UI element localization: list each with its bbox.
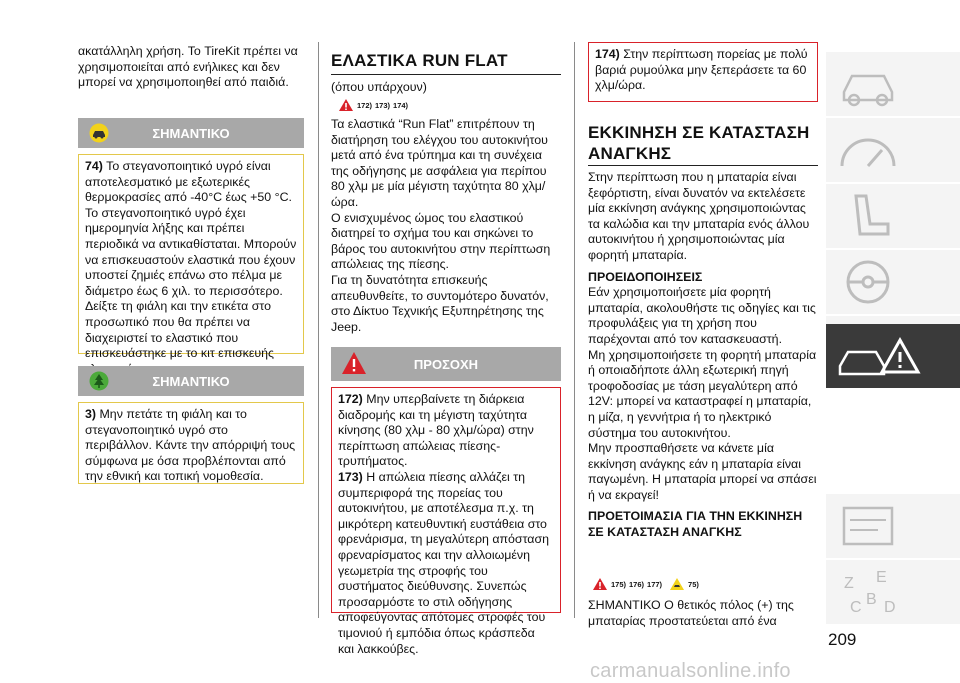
- section-heading-emergency-start: ΕΚΚΙΝΗΣΗ ΣΕ ΚΑΤΑΣΤΑΣΗ ΑΝΑΓΚΗΣ: [588, 123, 810, 163]
- heading-rule-2: [588, 165, 818, 166]
- ref-173[interactable]: 173): [375, 100, 391, 110]
- column-separator-2: [574, 42, 575, 618]
- note-1-number: 74): [85, 159, 103, 173]
- steering-wheel-icon: [826, 250, 960, 314]
- warning-173-text: Η απώλεια πίεσης αλλάζει τη συμπεριφορά της πορείας του αυτοκινήτου, με αποτέλεσμα π.χ. τη μικρότερη κατευθυντική ευστάθεια στο φρενάρισμα, τη μεγαλύτερη απόσταση φρεναρίσματος και την αλλοιωμένη γεωμετρία της στροφής του συστήματος διεύθυνσης. Συνεπώς προσαρμόστε το στιλ οδήγησης αποφεύγοντας απότομες στροφές του τιμονιού ή εμπόδια όπως κράσπεδα και λακκούβες.: [338, 469, 549, 656]
- note-1-text: Το στεγανοποιητικό υγρό είναι αποτελεσματικό με εξωτερικές θερμοκρασίες από -40°C έως +50 °C. Το στεγανοποιητικό υγρό έχει ημερομηνία λήξης και πρέπει περιοδικά να αντικαθίσταται. Μπορούν να επισκευαστούν ελαστικά που έχουν υποστεί ζημιές επάνω στο πέλμα με διάμετρο έως 6 χιλ. το περισσότερο. Δείξτε τη φιάλη και την ετικέτα στο προσωπικό που θα πρέπει να διαχειριστεί το ελαστικό που επισκευάστηκε με το κιτ επισκευής: [85, 159, 297, 361]
- warning-triangle-icon: [338, 98, 354, 112]
- note-box-2: [78, 402, 304, 484]
- ref-177[interactable]: 177): [647, 579, 663, 589]
- run-flat-refs: [338, 98, 408, 112]
- warning-172-text: Μην υπερβαίνετε τη διάρκεια διαδρομής και τη μέγιστη ταχύτητα κίνησης (80 χλμ - 80 χλμ/ώρα) στην περίπτωση απώλειας πίεσης-τρυπήματος.: [338, 392, 534, 469]
- note-box-1: [78, 154, 304, 361]
- watermark: carmanualsonline.info: [590, 660, 791, 682]
- heading-rule-1: [331, 74, 561, 75]
- warning-box-continued: [588, 42, 818, 102]
- note-environment-icon: [88, 371, 110, 394]
- emergency-paragraph-1: Στην περίπτωση που η μπαταρία είναι ξεφόρτιστη, είναι δυνατόν να εκτελέσετε μία εκκίνηση ανάγκης χρησιμοποιώντας τα καλώδια και την μπαταρία ενός άλλου αυτοκινήτου ή χρησιμοποιώντας μία φορητή μπαταρία.: [588, 170, 810, 262]
- tab-vehicle[interactable]: [826, 52, 960, 116]
- note-banner-1: [78, 118, 304, 148]
- note-car-icon: [88, 123, 110, 146]
- note-banner-2-title: ΣΗΜΑΝΤΙΚΟ: [152, 373, 230, 389]
- run-flat-content: [331, 80, 561, 96]
- intro-paragraph: ακατάλληλη χρήση. Το TireKit πρέπει να χρησιμοποιείται από ενήλικες και δεν μπορεί να χρησιμοποιηθεί από παιδιά.: [78, 44, 298, 90]
- preparation-refs: [592, 577, 699, 591]
- run-flat-body: [331, 117, 561, 335]
- warning-banner: [331, 347, 561, 381]
- emergency-start-body: [588, 170, 818, 541]
- note-car-icon: [669, 577, 685, 591]
- preparation-subheading: ΠΡΟΕΤΟΙΜΑΣΙΑ ΓΙΑ ΤΗΝ ΕΚΚΙΝΗΣΗ ΣΕ ΚΑΤΑΣΤΑΣΗ ΑΝΑΓΚΗΣ: [588, 509, 803, 540]
- ref-176[interactable]: 176): [629, 579, 645, 589]
- warning-triangle-icon: [592, 577, 608, 591]
- warning-box: [331, 387, 561, 656]
- emergency-paragraph-4: Μην προσπαθήσετε να κάνετε μία εκκίνηση ανάγκης εάν η μπαταρία είναι παγωμένη. Η μπαταρία μπορεί να σπάσει ή να εκραγεί!: [588, 441, 817, 502]
- emergency-breakdown-icon: [826, 324, 960, 388]
- warning-banner-title: ΠΡΟΣΟΧΗ: [413, 356, 479, 372]
- specs-icon: [826, 494, 960, 558]
- warning-triangle-icon: [341, 351, 367, 378]
- ref-75[interactable]: 75): [688, 579, 699, 589]
- note-banner-2: [78, 366, 304, 396]
- tab-emergency-breakdown[interactable]: [826, 324, 960, 388]
- note-2-number: 3): [85, 407, 97, 421]
- tab-steering[interactable]: [826, 250, 960, 314]
- seat-icon: [826, 184, 960, 248]
- emergency-paragraph-3: Μη χρησιμοποιήσετε τη φορητή μπαταρία ή οποιαδήποτε άλλη εξωτερική πηγή τροφοδοσίας με τάση μεγαλύτερη από 12V: μπορεί να καταστραφεί η μπαταρία, η μίζα, η γεννήτρια ή το ηλεκτρικό σύστημα του αυτοκινήτου.: [588, 347, 817, 440]
- emergency-start-heading-wrap: [588, 122, 818, 164]
- car-icon: [826, 52, 960, 116]
- warnings-subheading: ΠΡΟΕΙΔΟΠΟΙΗΣΕΙΣ: [588, 269, 703, 284]
- ref-174[interactable]: 174): [393, 100, 409, 110]
- column-separator-1: [318, 42, 319, 618]
- emergency-paragraph-2: Εάν χρησιμοποιήσετε μία φορητή μπαταρία, ακολουθήστε τις οδηγίες και τις προφυλάξεις για τη χρήση που παρέχονται από τον κατασκευαστή.: [588, 285, 816, 346]
- warning-174-number: 174): [595, 47, 620, 61]
- emergency-paragraph-5: ΣΗΜΑΝΤΙΚΟ Ο θετικός πόλος (+) της μπαταρίας προστατεύεται από ένα: [588, 598, 794, 628]
- tab-index[interactable]: [826, 560, 960, 624]
- warning-174-text: Στην περίπτωση πορείας με πολύ βαριά ρυμούλκα μην ξεπεράσετε τα 60 χλμ/ώρα.: [595, 47, 808, 93]
- tab-dashboard[interactable]: [826, 118, 960, 182]
- index-icon: [826, 560, 960, 624]
- warning-173-number: 173): [338, 469, 363, 484]
- page-number: 209: [828, 630, 857, 649]
- run-flat-paragraph-2: Ο ενισχυμένος ώμος του ελαστικού διατηρεί το σχήμα του και σηκώνει το βάρος του αυτοκινήτου στην περίπτωση απώλειας της πίεσης.: [331, 210, 551, 272]
- column-1: [78, 44, 304, 91]
- emergency-paragraph-5-wrap: [588, 598, 818, 629]
- run-flat-paragraph-3: Για τη δυνατότητα επισκευής απευθυνθείτε, το συντομότερο δυνατόν, στο Δίκτυο Τεχνικής Εξυπηρέτησης της Jeep.: [331, 272, 549, 334]
- svg-text:D: D: [884, 599, 896, 616]
- ref-172[interactable]: 172): [357, 100, 373, 110]
- svg-text:Z: Z: [844, 575, 854, 592]
- svg-text:E: E: [876, 569, 887, 586]
- warning-172-number: 172): [338, 392, 363, 406]
- tab-seats[interactable]: [826, 184, 960, 248]
- run-flat-subtitle: (όπου υπάρχουν): [331, 80, 427, 94]
- run-flat-paragraph-1: Τα ελαστικά “Run Flat” επιτρέπουν τη διατήρηση του ελέγχου του αυτοκινήτου μετά από ένα τρύπημα και τη συνέχεια της οδήγησης με ασφάλεια για περίπου 80 χλμ με μία μέγιστη ταχύτητα 80 χλμ/ώρα.: [331, 117, 548, 209]
- svg-text:C: C: [850, 599, 862, 616]
- column-2: [331, 50, 561, 71]
- note-banner-1-title: ΣΗΜΑΝΤΙΚΟ: [152, 125, 230, 141]
- section-heading-run-flat: ΕΛΑΣΤΙΚΑ RUN FLAT: [331, 51, 508, 70]
- tab-specs[interactable]: [826, 494, 960, 558]
- dashboard-icon: [826, 118, 960, 182]
- ref-175[interactable]: 175): [611, 579, 627, 589]
- note-2-text: Μην πετάτε τη φιάλη και το στεγανοποιητικό υγρό στο περιβάλλον. Κάντε την απόρριψή τους σύμφωνα με όσα προβλέπονται από την εθνική και τοπική νομοθεσία.: [85, 407, 296, 484]
- svg-text:B: B: [866, 591, 877, 608]
